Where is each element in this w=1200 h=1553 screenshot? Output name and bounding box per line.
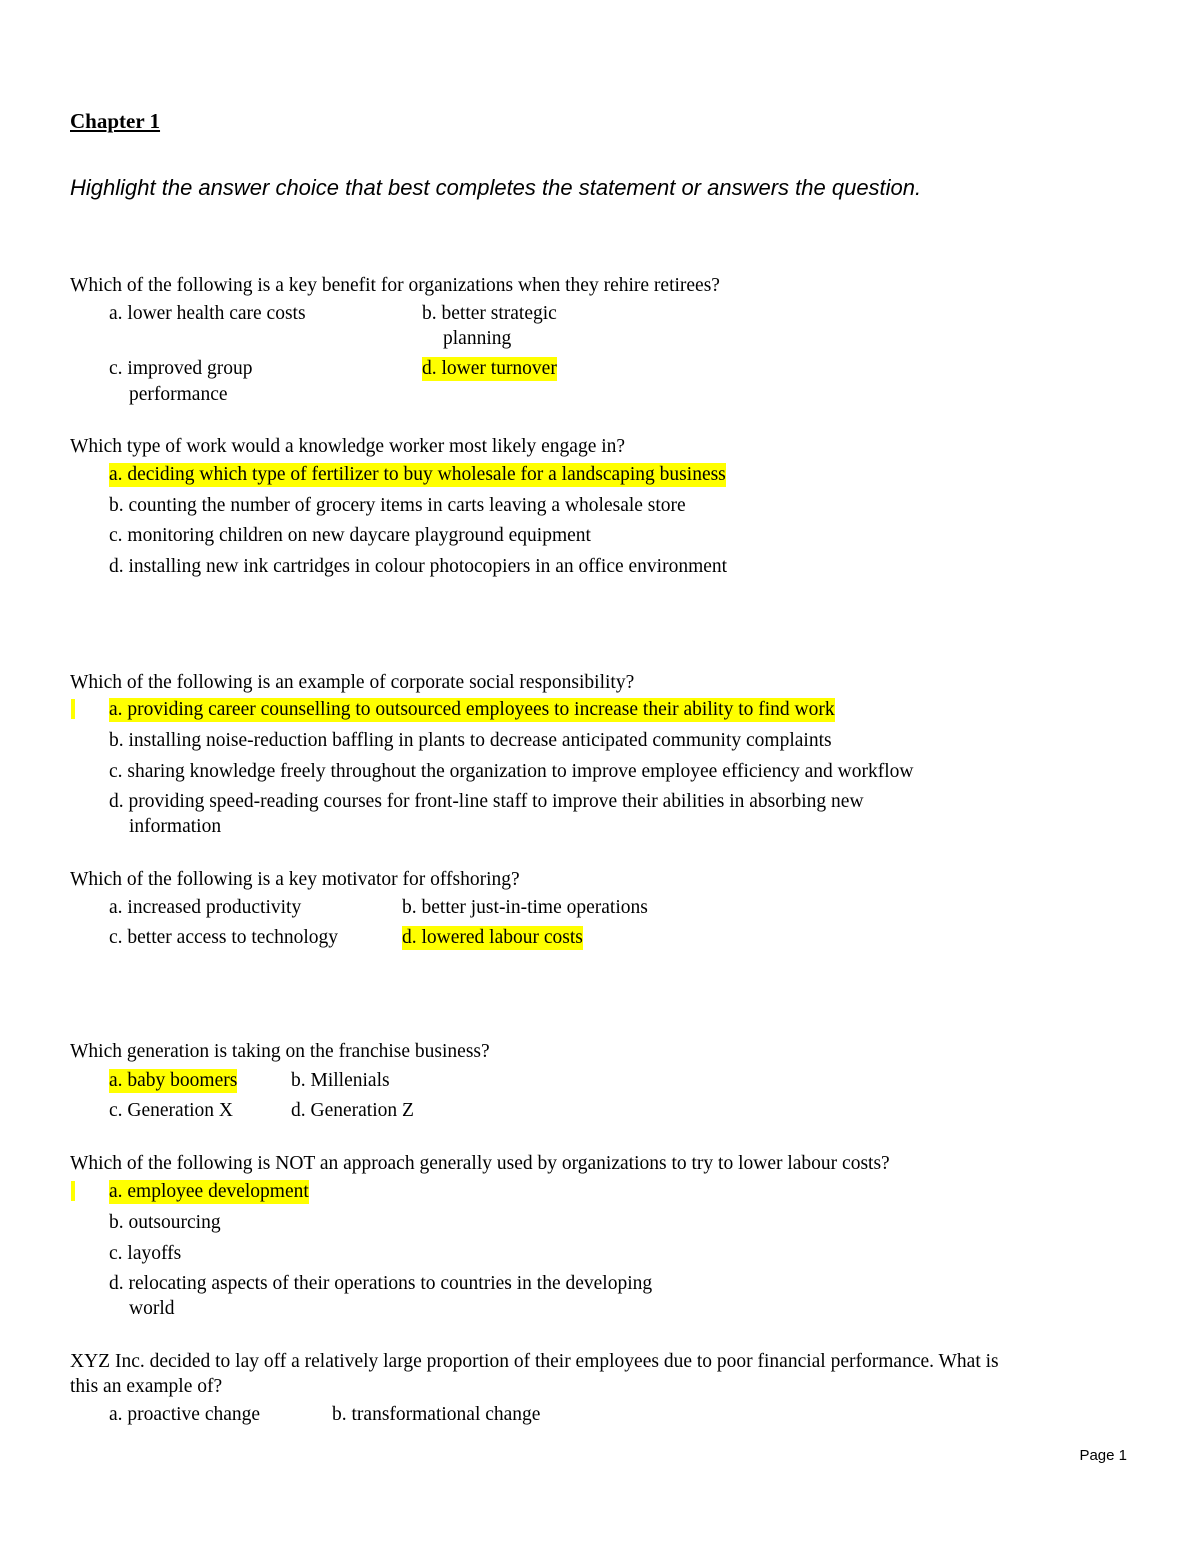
q3-option-d: d. providing speed-reading courses for front-line staff to improve their abilities in absorbing new <box>109 791 864 812</box>
question-3-stem: Which of the following is an example of corporate social responsibility? <box>70 672 635 693</box>
question-7-stem: XYZ Inc. decided to lay off a relatively large proportion of their employees due to poor financial performance. What is <box>70 1351 999 1372</box>
q5-option-d: d. Generation Z <box>291 1100 414 1121</box>
question-6-stem: Which of the following is NOT an approach generally used by organizations to try to lower labour costs? <box>70 1153 890 1174</box>
q4-option-b: b. better just-in-time operations <box>402 897 648 918</box>
q3-option-b: b. installing noise-reduction baffling in plants to decrease anticipated community complaints <box>109 730 832 751</box>
q5-option-c: c. Generation X <box>109 1100 233 1121</box>
q7-option-a: a. proactive change <box>109 1404 261 1425</box>
q3-option-d-cont: information <box>129 816 222 837</box>
page-title: Chapter 1 <box>70 109 161 133</box>
q6-option-b: b. outsourcing <box>109 1212 221 1233</box>
q2-option-c: c. monitoring children on new daycare playground equipment <box>109 525 591 546</box>
q4-option-d-highlighted: d. lowered labour costs <box>402 927 583 948</box>
answer-marker <box>71 1181 75 1201</box>
q1-option-c-cont: performance <box>129 384 228 405</box>
q1-option-c: c. improved group <box>109 358 253 379</box>
question-4-stem: Which of the following is a key motivator for offshoring? <box>70 869 520 890</box>
q6-option-a-highlighted: a. employee development <box>109 1181 309 1202</box>
q1-option-d-highlighted: d. lower turnover <box>422 358 557 379</box>
q1-option-b: b. better strategic <box>422 303 557 324</box>
page-number: Page 1 <box>1079 1447 1127 1464</box>
q1-option-a: a. lower health care costs <box>109 303 306 324</box>
q3-option-c: c. sharing knowledge freely throughout the organization to improve employee efficiency and workflow <box>109 761 914 782</box>
q2-option-d: d. installing new ink cartridges in colour photocopiers in an office environment <box>109 556 728 577</box>
question-7-stem-cont: this an example of? <box>70 1376 223 1397</box>
q5-option-a-highlighted: a. baby boomers <box>109 1070 238 1091</box>
instructions: Highlight the answer choice that best completes the statement or answers the question. <box>70 175 922 200</box>
q2-option-a-highlighted: a. deciding which type of fertilizer to buy wholesale for a landscaping business <box>109 464 726 485</box>
answer-marker <box>71 699 75 719</box>
q6-option-d-cont: world <box>129 1298 175 1319</box>
q2-option-b: b. counting the number of grocery items in carts leaving a wholesale store <box>109 495 686 516</box>
q1-option-b-cont: planning <box>443 328 512 349</box>
question-1-stem: Which of the following is a key benefit for organizations when they rehire retirees? <box>70 275 720 296</box>
q7-option-b: b. transformational change <box>332 1404 541 1425</box>
q5-option-b: b. Millenials <box>291 1070 390 1091</box>
q6-option-c: c. layoffs <box>109 1243 182 1264</box>
q6-option-d: d. relocating aspects of their operations to countries in the developing <box>109 1273 653 1294</box>
q4-option-a: a. increased productivity <box>109 897 302 918</box>
q3-option-a-highlighted: a. providing career counselling to outsourced employees to increase their ability to find work <box>109 699 835 720</box>
q4-option-c: c. better access to technology <box>109 927 339 948</box>
question-2-stem: Which type of work would a knowledge worker most likely engage in? <box>70 436 626 457</box>
question-5-stem: Which generation is taking on the franchise business? <box>70 1041 490 1062</box>
